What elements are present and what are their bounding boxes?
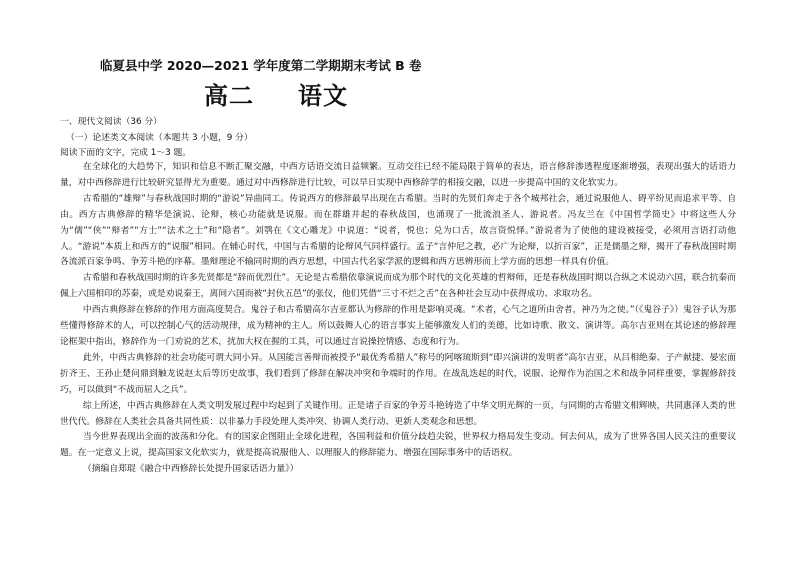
exam-title: 临夏县中学 2020—2021 学年度第二学期期末考试 B 卷 bbox=[100, 58, 422, 73]
sub-section-heading: （一）论述类文本阅读（本题共 3 小题，9 分） bbox=[66, 133, 253, 143]
passage-paragraph: 古希腊和春秋战国时期的许多先贤都是“辞而优烈仕”。无论是古希腊依靠演说而成为那个时代的文化英雄的哲辩师，还是春秋战国时期以合纵之术说动六国，联合抗秦而佩上六国相印的苏秦，或是劝说秦王，离间六国而被“封伙五邑”的张仪，他们凭借“三寸不烂之舌”在各种社会互动中获得成功、求取功名。 bbox=[60, 273, 736, 300]
subject-label: 语文 bbox=[298, 81, 348, 110]
passage-paragraph: 当今世界表现出全面的波荡和分化。有的国家企图阻止全球化进程，各国利益和价值分歧趋尖锐，世界权力格局发生变动。何去何从，成为了世界各国人民关注的重要议题。在一定意义上说，提高国家文化软实力，就是提高说服他人、以理服人的修辞能力、增强在国际事务中的话语权。 bbox=[60, 432, 736, 459]
grade-subject-heading bbox=[204, 76, 348, 111]
passage-paragraph: 此外，中西古典修辞的社会功能可谓大同小异。从国能言善辩而被授予“最优秀希腊人”称号的阿喀琉斯到“即兴演讲的发明者”高尔吉亚，从吕相绝秦、子产献捷、晏宏面折齐王、王孙止楚问鼎到触龙说赵太后等历史故事，我们看到了修辞在解决冲突和争端时的作用。在战乱迭起的时代，说服、论辩作为治国之术和战争同样重要，掌握修辞技巧，可以做到“不战而屈人之兵”。 bbox=[60, 352, 736, 395]
passage-paragraph: 中西古典修辞在修辞的作用方面高度契合。鬼谷子和古希腊高尔吉亚都认为修辞的作用是影响灵魂。“术者，心气之道所由舍者，神乃为之使。”（《鬼谷子》）鬼谷子认为那些懂得修辞术的人，可以控制心气的活动规律，成为精神的主人。所以鼓舞人心的语言事实上能够激发人们的美德，比如诗歌、散文、演讲等。高尔吉亚则在其论述的修辞理论框架中指出，修辞作为一门劝说的艺术，扰加大权在握的工具，可以通过言说操控情感、态度和行为。 bbox=[60, 305, 736, 347]
reading-passage bbox=[60, 160, 736, 478]
source-citation: （摘编自郑琨《融合中西修辞长处提升国家话语力量》） bbox=[82, 464, 299, 475]
passage-paragraph: 在全球化的大趋势下，知识和信息不断汇聚交融，中西方话语交流日益频繁。互动交往已经不能局限于简单的表达，语言修辞渗透程度逐渐增强，表现出强大的话语力量，对中西修辞进行比较研究显得尤为重要。通过对中西修辞进行比较，可以早日实现中西修辞学的相接交融，以进一步提高中国的文化软实力。 bbox=[60, 162, 736, 188]
section-heading: 一、现代文阅读（36 分） bbox=[60, 117, 162, 127]
reading-instruction: 阅读下面的文字，完成 1～3 题。 bbox=[60, 148, 192, 158]
passage-paragraph: 古希腊的“雄辩”与春秋战国时期的“游说”异曲同工。传说西方的修辞最早出现在古希腊。当时的先贤们奔走于各个城邦社会，通过说服他人、碍平纷见而追求平等、自由。西方古典修辞的精华是演说、论辩，核心功能就是说服。而在群雄并起的春秋战国，也涌现了一批流浪圣人、游说者。冯友兰在《中国哲学简史》中将这些人分为“儒”“侠”“辩者”“方士”“法术之士”和“隐者”。刘鹗在《文心雕龙》中说道：“说者，悦也；兑为口舌，故言资悦怿。”游说者为了使他的建设被接受，必须用言语打动他人。“游说”本质上和西方的“说服”相同。在辅心时代，中国与古希腊的论辩风气同样盛行。孟子“言仲尼之教，必广为论辩，以折百家”，正是儒墨之辩，揭开了春秋战国时期各流派百家争鸣、争芳斗艳的序幕。墨辩理论不输同时期的西方思想，中国古代名家学派的逻辑和西方思辨形而上学方面的思想一样具有价值。 bbox=[60, 193, 736, 268]
passage-paragraph: 综上所述，中西古典修辞在人类文明发展过程中均起到了关键作用。正是诸子百家的争芳斗艳铸造了中华文明光辉的一页，与同期的古希腊文相辉映，共同惠泽人类的世世代代。修辞在人类社会具备共同性质：以非暴力手段处理人类冲突、协调人类行动、更新人类观念和思想。 bbox=[60, 400, 736, 427]
grade-label: 高二 bbox=[204, 81, 254, 110]
